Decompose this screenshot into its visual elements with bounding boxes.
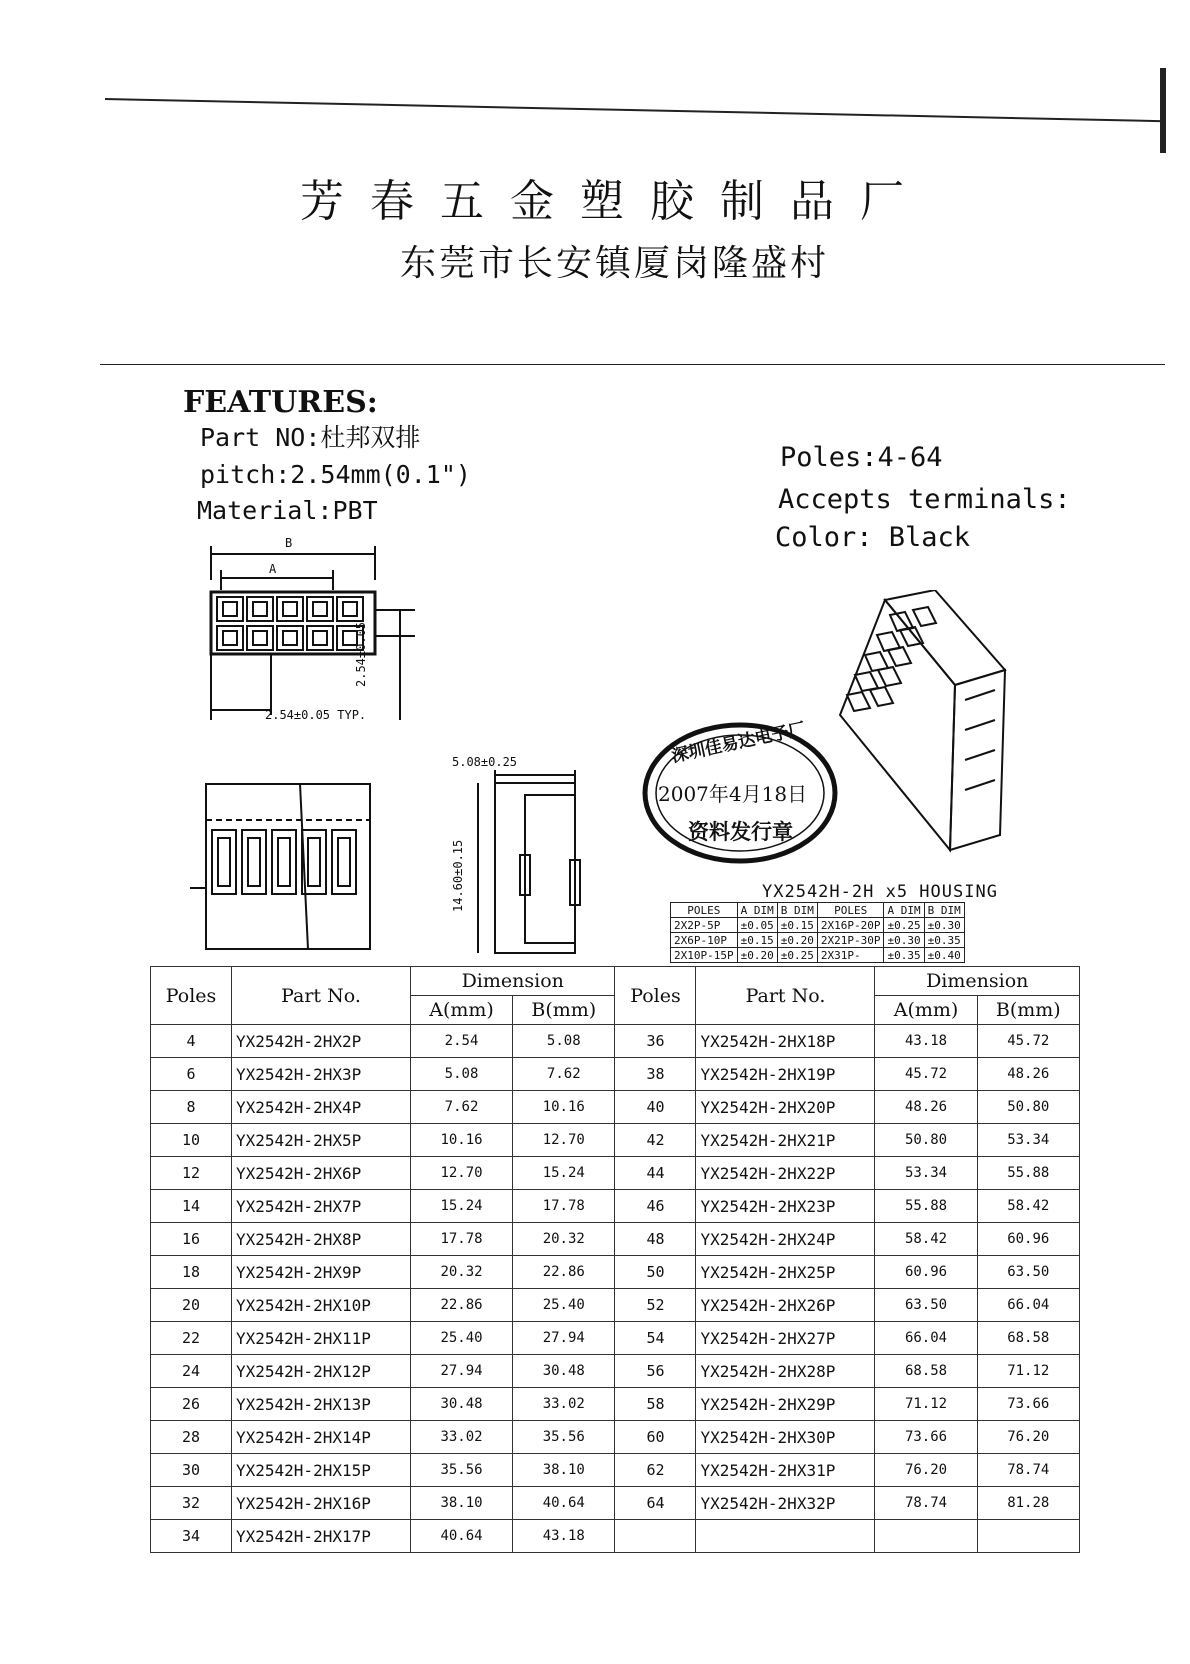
table-row: [151, 1223, 1080, 1256]
company-name: 芳春五金塑胶制品厂: [300, 176, 930, 227]
dim-a-cell: 43.18: [875, 1025, 977, 1058]
header-b-right: B(mm): [977, 996, 1079, 1025]
part-no-cell: YX2542H-2HX10P: [232, 1289, 411, 1322]
poles-cell: 4: [151, 1025, 232, 1058]
dim-a-cell: 27.94: [411, 1355, 513, 1388]
part-no-cell: YX2542H-2HX21P: [696, 1124, 875, 1157]
header-poles: Poles: [151, 967, 232, 1025]
part-no-cell: YX2542H-2HX31P: [696, 1454, 875, 1487]
dim-a-cell: 20.32: [411, 1256, 513, 1289]
tol-cell: ±0.15: [737, 933, 777, 948]
table-row: [151, 1025, 1080, 1058]
dim-a-cell: 35.56: [411, 1454, 513, 1487]
part-no-cell: YX2542H-2HX28P: [696, 1355, 875, 1388]
part-no-cell: YX2542H-2HX29P: [696, 1388, 875, 1421]
dim-b-cell: 30.48: [513, 1355, 615, 1388]
feature-pitch: pitch:2.54mm(0.1"): [200, 460, 471, 489]
part-no-cell: YX2542H-2HX26P: [696, 1289, 875, 1322]
header-part-no: Part No.: [232, 967, 411, 1025]
pitch-vertical-label: 2.54±0.05: [354, 621, 368, 687]
table-row: [151, 1487, 1080, 1520]
dim-a-cell: 12.70: [411, 1157, 513, 1190]
tol-cell: ±0.40: [924, 948, 964, 963]
poles-cell: 56: [615, 1355, 696, 1388]
dim-b-cell: 55.88: [977, 1157, 1079, 1190]
poles-cell: 32: [151, 1487, 232, 1520]
poles-cell: 42: [615, 1124, 696, 1157]
dim-b-cell: 15.24: [513, 1157, 615, 1190]
dim-b-cell: 38.10: [513, 1454, 615, 1487]
poles-cell: 40: [615, 1091, 696, 1124]
tol-header-row: [671, 903, 965, 918]
tol-cell: ±0.20: [737, 948, 777, 963]
table-row: [151, 1421, 1080, 1454]
connector-side-view: [190, 780, 390, 959]
poles-cell: 64: [615, 1487, 696, 1520]
part-no-cell: YX2542H-2HX8P: [232, 1223, 411, 1256]
table-row: [151, 1355, 1080, 1388]
dim-a-cell: 55.88: [875, 1190, 977, 1223]
dim-a-cell: 38.10: [411, 1487, 513, 1520]
dim-a-cell: 58.42: [875, 1223, 977, 1256]
dim-a-cell: 48.26: [875, 1091, 977, 1124]
parts-header-row: [151, 967, 1080, 996]
dim-a-cell: 50.80: [875, 1124, 977, 1157]
poles-cell: 52: [615, 1289, 696, 1322]
poles-cell: 24: [151, 1355, 232, 1388]
table-row: [151, 1190, 1080, 1223]
tol-cell: ±0.15: [777, 918, 817, 933]
features-title: FEATURES:: [183, 385, 378, 420]
dim-a-cell: 15.24: [411, 1190, 513, 1223]
dim-a-cell: 7.62: [411, 1091, 513, 1124]
tol-cell: ±0.35: [924, 933, 964, 948]
table-row: [151, 1520, 1080, 1553]
dim-b-cell: 63.50: [977, 1256, 1079, 1289]
right-edge-bar: [1160, 68, 1166, 153]
dim-b-cell: 40.64: [513, 1487, 615, 1520]
dim-b-cell: 43.18: [513, 1520, 615, 1553]
header-a: A(mm): [411, 996, 513, 1025]
poles-cell: 46: [615, 1190, 696, 1223]
dim-a-cell: 2.54: [411, 1025, 513, 1058]
part-no-cell: YX2542H-2HX30P: [696, 1421, 875, 1454]
dim-b-cell: [977, 1520, 1079, 1553]
part-no-cell: YX2542H-2HX17P: [232, 1520, 411, 1553]
part-no-cell: YX2542H-2HX3P: [232, 1058, 411, 1091]
dim-b-cell: 45.72: [977, 1025, 1079, 1058]
part-no-cell: YX2542H-2HX13P: [232, 1388, 411, 1421]
feature-part-no: Part NO:杜邦双排: [200, 423, 421, 452]
header-dimension: Dimension: [411, 967, 615, 996]
dim-b-cell: 58.42: [977, 1190, 1079, 1223]
dim-a-cell: 40.64: [411, 1520, 513, 1553]
height-label: 14.60±0.15: [451, 839, 465, 912]
header-dimension-right: Dimension: [875, 967, 1080, 996]
dim-b-cell: 81.28: [977, 1487, 1079, 1520]
part-no-cell: YX2542H-2HX22P: [696, 1157, 875, 1190]
dim-b-label: B: [285, 536, 293, 550]
poles-cell: 20: [151, 1289, 232, 1322]
tol-header: POLES: [671, 903, 738, 918]
part-no-cell: YX2542H-2HX25P: [696, 1256, 875, 1289]
part-no-cell: YX2542H-2HX19P: [696, 1058, 875, 1091]
dim-a-cell: 73.66: [875, 1421, 977, 1454]
poles-cell: 48: [615, 1223, 696, 1256]
poles-cell: 8: [151, 1091, 232, 1124]
dim-a-cell: 60.96: [875, 1256, 977, 1289]
dim-b-cell: 48.26: [977, 1058, 1079, 1091]
part-no-cell: YX2542H-2HX12P: [232, 1355, 411, 1388]
width-label: 5.08±0.25: [452, 755, 518, 769]
dim-b-cell: 50.80: [977, 1091, 1079, 1124]
poles-cell: 14: [151, 1190, 232, 1223]
tol-cell: 2X21P-30P: [817, 933, 884, 948]
dim-a-cell: 22.86: [411, 1289, 513, 1322]
part-no-cell: YX2542H-2HX5P: [232, 1124, 411, 1157]
company-address: 东莞市长安镇厦岗隆盛村: [400, 243, 830, 284]
tol-cell: 2X2P-5P: [671, 918, 738, 933]
poles-cell: 28: [151, 1421, 232, 1454]
tol-cell: 2X16P-20P: [817, 918, 884, 933]
dim-a-cell: 66.04: [875, 1322, 977, 1355]
table-row: [151, 1091, 1080, 1124]
part-no-cell: YX2542H-2HX20P: [696, 1091, 875, 1124]
table-row: [151, 1124, 1080, 1157]
tol-cell: ±0.25: [884, 918, 924, 933]
header-part-no-right: Part No.: [696, 967, 875, 1025]
connector-top-view: [205, 536, 425, 724]
table-row: [151, 1289, 1080, 1322]
part-no-cell: YX2542H-2HX24P: [696, 1223, 875, 1256]
part-no-cell: YX2542H-2HX15P: [232, 1454, 411, 1487]
poles-cell: 38: [615, 1058, 696, 1091]
tol-cell: ±0.30: [924, 918, 964, 933]
dim-a-cell: [875, 1520, 977, 1553]
header-a-right: A(mm): [875, 996, 977, 1025]
part-no-cell: YX2542H-2HX18P: [696, 1025, 875, 1058]
dim-a-label: A: [269, 562, 277, 576]
issue-stamp: [640, 718, 840, 868]
tol-cell: 2X31P-: [817, 948, 884, 963]
dim-a-cell: 63.50: [875, 1289, 977, 1322]
poles-cell: 18: [151, 1256, 232, 1289]
dim-b-cell: 20.32: [513, 1223, 615, 1256]
tol-cell: ±0.25: [777, 948, 817, 963]
tol-header: A DIM: [737, 903, 777, 918]
dim-a-cell: 78.74: [875, 1487, 977, 1520]
table-row: [151, 1322, 1080, 1355]
dim-b-cell: 68.58: [977, 1322, 1079, 1355]
pitch-typ-label: 2.54±0.05 TYP.: [265, 708, 367, 722]
tol-cell: 2X6P-10P: [671, 933, 738, 948]
dim-b-cell: 76.20: [977, 1421, 1079, 1454]
part-no-cell: YX2542H-2HX2P: [232, 1025, 411, 1058]
dim-b-cell: 5.08: [513, 1025, 615, 1058]
dim-b-cell: 35.56: [513, 1421, 615, 1454]
tolerance-table: [670, 902, 965, 963]
dim-a-cell: 25.40: [411, 1322, 513, 1355]
poles-cell: 60: [615, 1421, 696, 1454]
poles-cell: 22: [151, 1322, 232, 1355]
tol-cell: ±0.30: [884, 933, 924, 948]
table-row: [151, 1256, 1080, 1289]
poles-cell: 50: [615, 1256, 696, 1289]
feature-material: Material:PBT: [197, 496, 378, 525]
connector-iso-view: [835, 590, 1015, 859]
dim-b-cell: 12.70: [513, 1124, 615, 1157]
dim-a-cell: 45.72: [875, 1058, 977, 1091]
poles-cell: 12: [151, 1157, 232, 1190]
tol-cell: ±0.05: [737, 918, 777, 933]
stamp-date: 2007年4月18日: [658, 782, 808, 806]
poles-cell: 30: [151, 1454, 232, 1487]
part-no-cell: YX2542H-2HX32P: [696, 1487, 875, 1520]
table-row: [151, 1454, 1080, 1487]
housing-title: YX2542H-2H x5 HOUSING: [762, 882, 998, 902]
dim-b-cell: 66.04: [977, 1289, 1079, 1322]
dim-b-cell: 17.78: [513, 1190, 615, 1223]
poles-cell: 16: [151, 1223, 232, 1256]
poles-cell: 44: [615, 1157, 696, 1190]
tol-row: [671, 918, 965, 933]
poles-cell: 6: [151, 1058, 232, 1091]
dim-a-cell: 33.02: [411, 1421, 513, 1454]
dim-a-cell: 30.48: [411, 1388, 513, 1421]
dim-a-cell: 68.58: [875, 1355, 977, 1388]
tol-row: [671, 948, 965, 963]
part-no-cell: YX2542H-2HX27P: [696, 1322, 875, 1355]
table-row: [151, 1157, 1080, 1190]
connector-profile-view: [450, 755, 610, 964]
stamp-bottom-text: 资料发行章: [688, 820, 793, 844]
dim-b-cell: 25.40: [513, 1289, 615, 1322]
part-no-cell: YX2542H-2HX16P: [232, 1487, 411, 1520]
dim-b-cell: 33.02: [513, 1388, 615, 1421]
part-no-cell: YX2542H-2HX9P: [232, 1256, 411, 1289]
tol-row: [671, 933, 965, 948]
poles-cell: 62: [615, 1454, 696, 1487]
dim-b-cell: 10.16: [513, 1091, 615, 1124]
poles-cell: 54: [615, 1322, 696, 1355]
dim-a-cell: 10.16: [411, 1124, 513, 1157]
dim-b-cell: 22.86: [513, 1256, 615, 1289]
dim-b-cell: 53.34: [977, 1124, 1079, 1157]
poles-cell: [615, 1520, 696, 1553]
dim-a-cell: 76.20: [875, 1454, 977, 1487]
dim-b-cell: 7.62: [513, 1058, 615, 1091]
part-no-cell: YX2542H-2HX6P: [232, 1157, 411, 1190]
poles-cell: 10: [151, 1124, 232, 1157]
poles-cell: 58: [615, 1388, 696, 1421]
tol-header: POLES: [817, 903, 884, 918]
section-rule: [100, 364, 1165, 365]
dim-a-cell: 53.34: [875, 1157, 977, 1190]
tol-cell: 2X10P-15P: [671, 948, 738, 963]
feature-color: Color: Black: [775, 522, 971, 553]
dim-b-cell: 60.96: [977, 1223, 1079, 1256]
parts-body: [151, 1025, 1080, 1553]
part-no-cell: YX2542H-2HX7P: [232, 1190, 411, 1223]
tol-header: B DIM: [777, 903, 817, 918]
stamp-top-text: 深圳佳易达电子厂: [669, 719, 808, 767]
part-no-cell: YX2542H-2HX23P: [696, 1190, 875, 1223]
tol-cell: ±0.20: [777, 933, 817, 948]
tol-body: [671, 918, 965, 963]
tol-header: A DIM: [884, 903, 924, 918]
top-rule: [105, 98, 1165, 122]
dim-a-cell: 17.78: [411, 1223, 513, 1256]
poles-cell: 26: [151, 1388, 232, 1421]
table-row: [151, 1058, 1080, 1091]
table-row: [151, 1388, 1080, 1421]
dim-b-cell: 73.66: [977, 1388, 1079, 1421]
poles-cell: 34: [151, 1520, 232, 1553]
dim-b-cell: 27.94: [513, 1322, 615, 1355]
poles-cell: 36: [615, 1025, 696, 1058]
header-b: B(mm): [513, 996, 615, 1025]
dim-b-cell: 78.74: [977, 1454, 1079, 1487]
dim-b-cell: 71.12: [977, 1355, 1079, 1388]
tol-header: B DIM: [924, 903, 964, 918]
header-poles-right: Poles: [615, 967, 696, 1025]
part-no-cell: YX2542H-2HX11P: [232, 1322, 411, 1355]
tol-cell: ±0.35: [884, 948, 924, 963]
feature-poles: Poles:4-64: [780, 442, 943, 473]
feature-accepts: Accepts terminals:: [778, 484, 1071, 515]
part-no-cell: YX2542H-2HX14P: [232, 1421, 411, 1454]
part-no-cell: YX2542H-2HX4P: [232, 1091, 411, 1124]
dim-a-cell: 5.08: [411, 1058, 513, 1091]
part-no-cell: [696, 1520, 875, 1553]
dim-a-cell: 71.12: [875, 1388, 977, 1421]
parts-table: [150, 966, 1080, 1553]
